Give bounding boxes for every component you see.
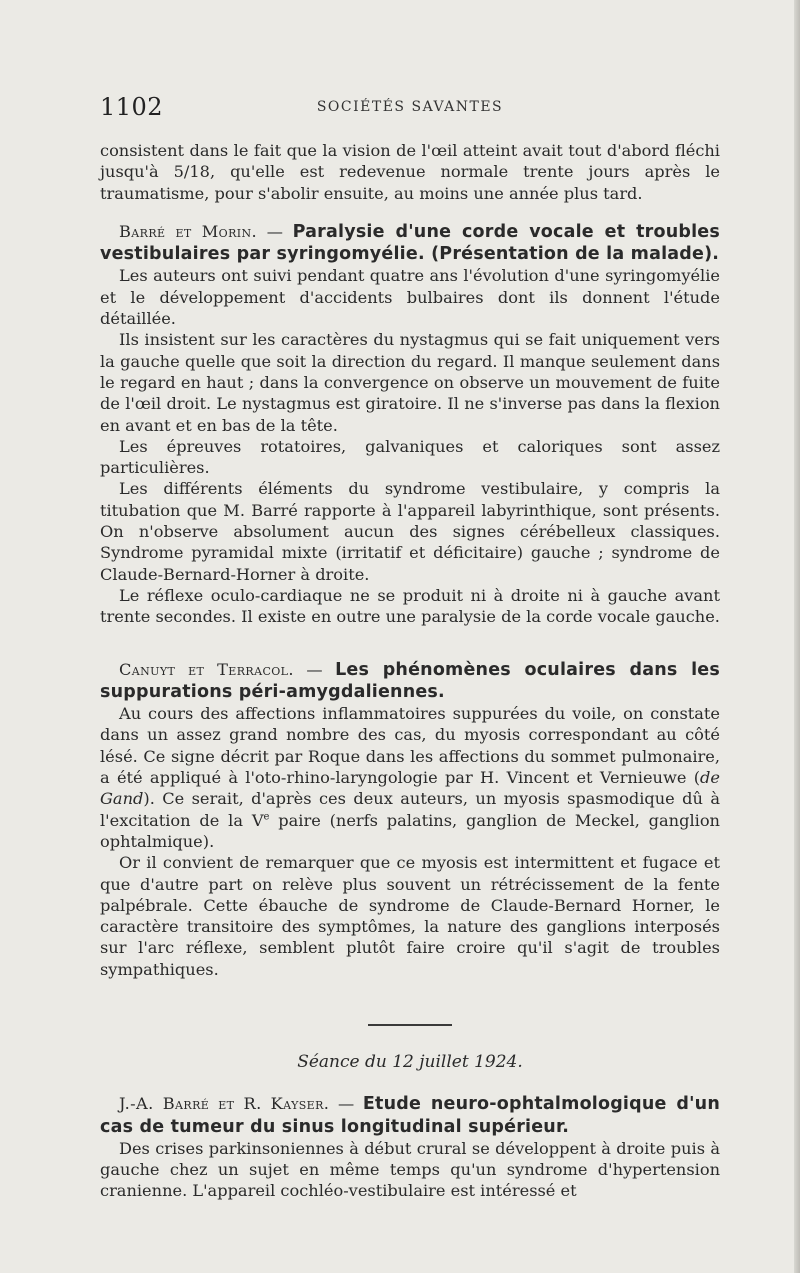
entry2-dash: — — [293, 659, 336, 679]
page-number: 1102 — [100, 93, 164, 121]
page-header — [100, 93, 720, 123]
entry2-paragraph-2: Or il convient de remarquer que ce myosis est intermittent et fugace et que d'autre part on relève plus souvent un rétrécissement de la fente palpébrale. Cette ébauche de syndrome de Claude-Bernard Horner, le caractère transitoire des symptômes, la nature des ganglions interposés sur l'arc réflexe, semblent plutôt faire croire qu'il s'agit de troubles sympathiques. — [100, 853, 720, 979]
intro-paragraph: consistent dans le fait que la vision de l'œil atteint avait tout d'abord fléchi jusqu'à 5/18, qu'elle est redevenue normale trente jours après le traumatisme, pour s'abolir ensuite, au moins une année plus tard. — [100, 141, 720, 203]
entry2-title: Les phénomènes oculaires dans les suppurations péri-amygdaliennes. — [100, 659, 720, 702]
entry2-heading — [100, 659, 720, 704]
entry1-title: Paralysie d'une corde vocale et troubles vestibulaires par syringomyélie. (Présentation de la malade). — [100, 221, 720, 265]
section-divider — [368, 1024, 452, 1026]
entry1-paragraph-3: Les épreuves rotatoires, galvaniques et caloriques sont assez particulières. — [100, 436, 720, 478]
entry3-dash: — — [329, 1094, 363, 1114]
entry1-heading — [100, 221, 720, 266]
entry1-paragraph-2: Ils insistent sur les caractères du nystagmus qui se fait uniquement vers la gauche quelle que soit la direction du regard. Il manque seulement dans le regard en haut ; dans la convergence on observe un mouvement de fuite de l'œil droit. Le nystagmus est giratoire. Il ne s'inverse pas dans la flexion en avant et en bas de la tête. — [100, 330, 720, 435]
entry3-heading — [100, 1093, 720, 1138]
entry1-paragraph-4: Les différents éléments du syndrome vestibulaire, y compris la titubation que M. Barré rapporte à l'appareil labyrinthique, sont présents. On n'observe absolument aucun des signes cérébelleux classiques. Syndrome pyramidal mixte (irritatif et déficitaire) gauche ; syndrome de Claude-Bernard-Horner à droite. — [100, 479, 720, 584]
entry1-paragraph-5: Le réflexe oculo-cardiaque ne se produit ni à droite ni à gauche avant trente secondes. Il existe en outre une paralysie de la corde vocale gauche. — [100, 585, 720, 627]
page-edge-shadow — [794, 0, 800, 1273]
spacer — [100, 628, 720, 642]
entry2-authors: Canuyt et Terracol. — [119, 659, 294, 679]
running-title: SOCIÉTÉS SAVANTES — [316, 99, 504, 115]
session-date: Séance du 12 juillet 1924. — [297, 1051, 523, 1072]
entry2-p1-part-b: ). Ce serait, d'après ces deux auteurs, un myosis spasmodique dû à l'excitation de la V — [100, 789, 720, 830]
entry2-p1-part-c: paire (nerfs palatins, ganglion de Meckel, ganglion ophtalmique). — [100, 810, 720, 851]
entry1-authors: Barré et Morin. — [119, 221, 258, 241]
entry3-title: Etude neuro-ophtalmologique d'un cas de tumeur du sinus longitudinal supérieur. — [100, 1094, 721, 1137]
page-body — [100, 140, 720, 1202]
entry2-p1-superscript: e — [263, 811, 270, 823]
entry1-paragraph-1: Les auteurs ont suivi pendant quatre ans l'évolution d'une syringomyélie et le développement d'accidents bulbaires dont ils donnent l'étude détaillée. — [100, 266, 720, 329]
entry2-p1-part-a: Au cours des affections inflammatoires suppurées du voile, on constate dans un assez grand nombre des cas, du myosis correspondant au côté lésé. Ce signe décrit par Roque dans les affections du sommet pulmonaire, a été appliqué à l'oto-rhino-laryngologie par H. Vincent et Vernieuwe ( — [100, 704, 720, 788]
entry3-paragraph: Des crises parkinsoniennes à début crural se développent à droite puis à gauche chez un sujet en même temps qu'un syndrome d'hypertension cranienne. L'appareil cochléo-vestibulaire est intéressé et — [100, 1138, 720, 1201]
entry1-dash: — — [257, 221, 293, 241]
entry2-paragraph-1 — [100, 703, 720, 852]
entry2-p1-italic: de Gand — [100, 768, 720, 809]
entry3-authors: J.-A. Barré et R. Kayser. — [119, 1094, 330, 1114]
